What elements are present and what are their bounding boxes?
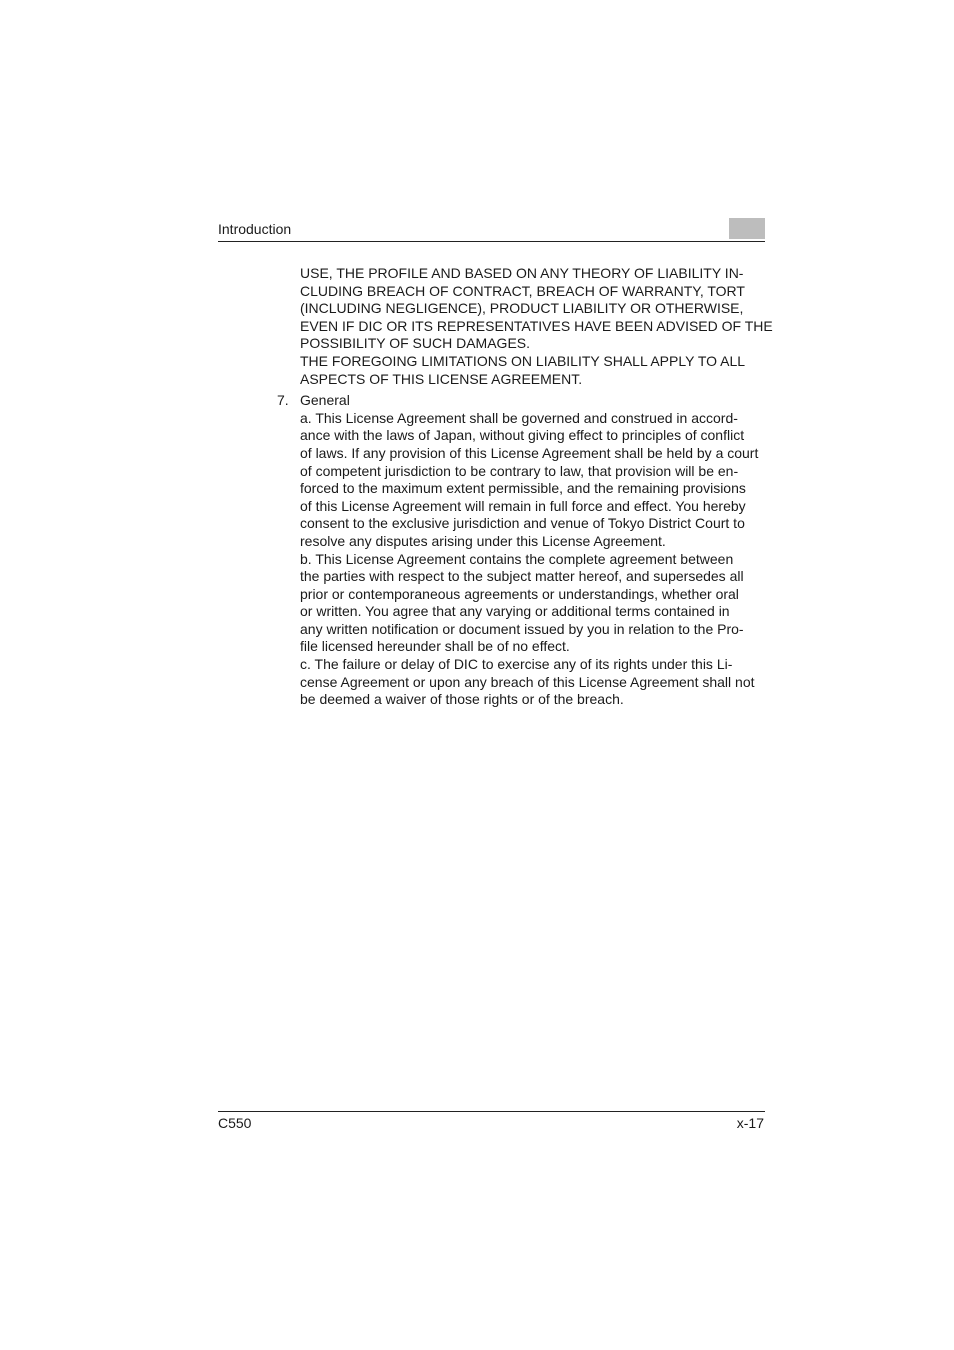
text-line: resolve any disputes arising under this License Agreement. (300, 532, 666, 549)
text-line: be deemed a waiver of those rights or of the breach. (300, 691, 624, 708)
list-item-number: 7. (277, 392, 289, 409)
text-line: file licensed hereunder shall be of no effect. (300, 638, 570, 655)
liability-continuation (300, 265, 773, 388)
text-line: or written. You agree that any varying or additional terms contained in (300, 603, 730, 620)
text-line: EVEN IF DIC OR ITS REPRESENTATIVES HAVE BEEN ADVISED OF THE (300, 317, 773, 334)
list-item-general (277, 392, 770, 709)
list-item-heading: General (300, 392, 350, 409)
text-line: of competent jurisdiction to be contrary to law, that provision will be en- (300, 462, 739, 479)
text-line: the parties with respect to the subject matter hereof, and supersedes all (300, 568, 744, 585)
footer-page-number: x-17 (736, 1115, 764, 1131)
document-body (277, 265, 773, 709)
text-line: cense Agreement or upon any breach of this License Agreement shall not (300, 673, 755, 690)
text-line: (INCLUDING NEGLIGENCE), PRODUCT LIABILITY OR OTHERWISE, (300, 300, 744, 317)
text-line: prior or contemporaneous agreements or understandings, whether oral (300, 585, 739, 602)
text-line: consent to the exclusive jurisdiction and venue of Tokyo District Court to (300, 515, 745, 532)
text-line: ASPECTS OF THIS LICENSE AGREEMENT. (300, 370, 583, 387)
text-line: POSSIBILITY OF SUCH DAMAGES. (300, 335, 531, 352)
text-line: b. This License Agreement contains the complete agreement between (300, 550, 734, 567)
header-divider (218, 241, 765, 242)
section-title: Introduction (218, 221, 292, 237)
text-line: of laws. If any provision of this License Agreement shall be held by a court (300, 444, 759, 461)
text-line: c. The failure or delay of DIC to exercise any of its rights under this Li- (300, 656, 733, 673)
text-line: any written notification or document issued by you in relation to the Pro- (300, 620, 744, 637)
text-line: USE, THE PROFILE AND BASED ON ANY THEORY OF LIABILITY IN- (300, 265, 744, 281)
text-line: of this License Agreement will remain in full force and effect. You hereby (300, 497, 746, 514)
text-line: forced to the maximum extent permissible, and the remaining provisions (300, 480, 746, 497)
footer-model-name: C550 (218, 1115, 252, 1131)
section-tab-marker (729, 218, 765, 239)
text-line: THE FOREGOING LIMITATIONS ON LIABILITY SHALL APPLY TO ALL (300, 352, 746, 369)
text-line: a. This License Agreement shall be governed and construed in accord- (300, 409, 738, 426)
text-line: ance with the laws of Japan, without giving effect to principles of conflict (300, 427, 745, 444)
footer-divider (218, 1111, 765, 1112)
text-line: CLUDING BREACH OF CONTRACT, BREACH OF WARRANTY, TORT (300, 282, 745, 299)
